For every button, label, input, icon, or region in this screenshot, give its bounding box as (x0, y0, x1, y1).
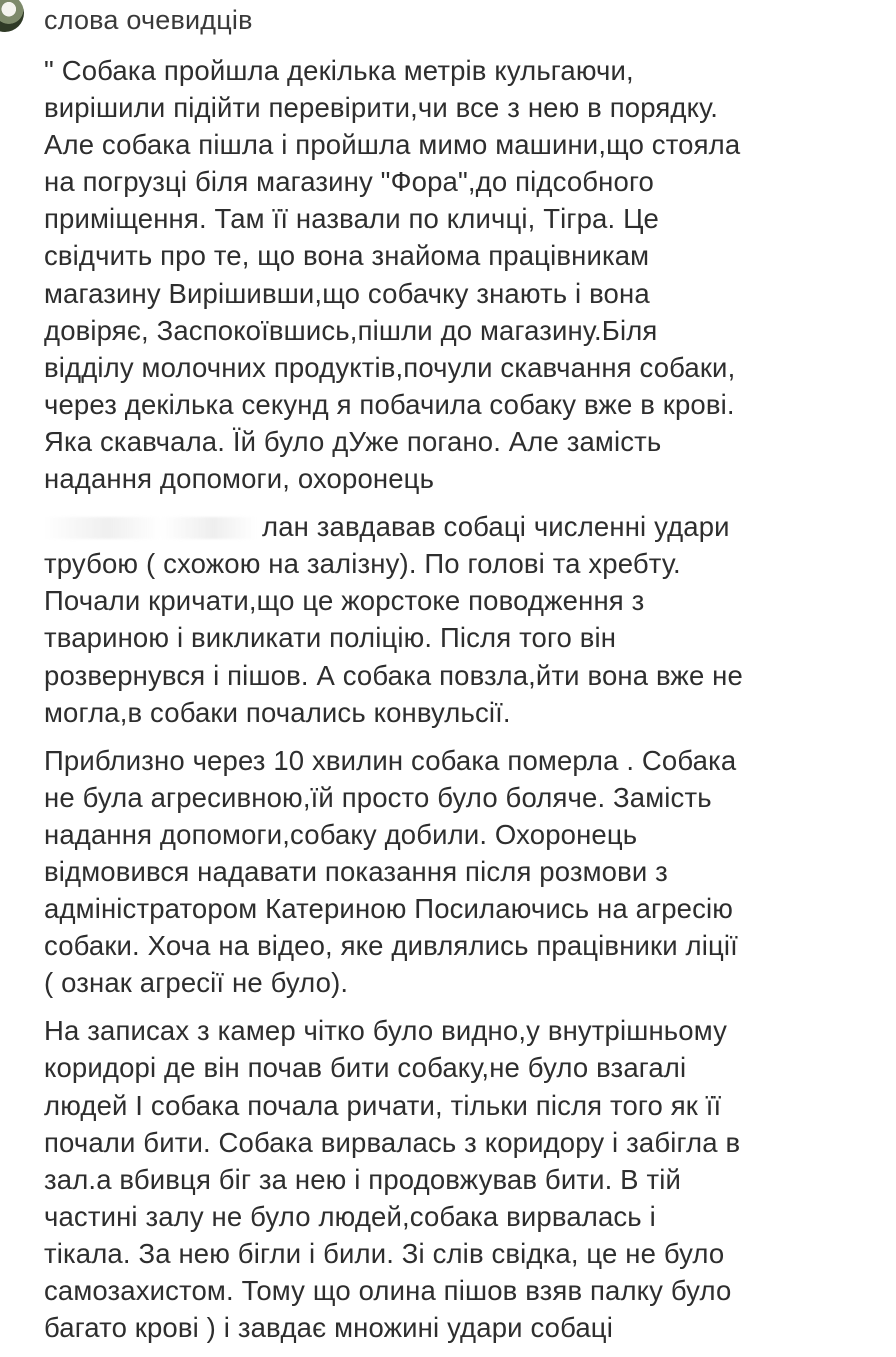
text-line: почали бити. Собака вирвалась з коридору і забігла в (44, 1126, 741, 1158)
redacted-name-blur (44, 517, 256, 539)
text-line: Яка скавчала. Їй було дУже погано. Але замість (44, 425, 662, 457)
text-line: трубою ( схожою на залізну). По голові та хребту. (44, 548, 681, 580)
text-line: могла,в собаки почались конвульсії. (44, 696, 511, 728)
text-line: свідчить про те, що вона знайома працівникам (44, 240, 650, 272)
text-line: довіряє, Заспокоївшись,пішли до магазину.Біля (44, 314, 658, 346)
paragraph-4 (44, 1012, 884, 1346)
paragraph-1 (44, 52, 884, 497)
text-line: Почали кричати,що це жорстоке поводження з (44, 585, 645, 617)
text-line: тікала. За нею бігли і били. Зі слів свідка, це не було (44, 1237, 725, 1269)
text-line: " Собака пройшла декілька метрів кульгаючи, (44, 55, 634, 86)
text-line: надання допомоги,собаку добили. Охоронець (44, 818, 638, 850)
text-line-redacted (44, 508, 884, 545)
text-line: зал.а вбивця біг за нею і продовжував бити. В тій (44, 1163, 681, 1195)
text-line: адміністратором Катериною Посилаючись на агресію (44, 893, 734, 925)
text-line: самозахистом. Тому що олина пішов взяв палку було (44, 1275, 732, 1306)
text-line: магазину Вирішивши,що собачку знають і вона (44, 277, 650, 309)
text-line: відділу молочних продуктів,почули скавчання собаки, (44, 351, 736, 383)
text-line: надання допомоги, охоронець (44, 463, 435, 495)
paragraph-2 (44, 508, 884, 731)
text-line: на погрузці біля магазину "Фора",до підсобного (44, 166, 654, 198)
text-line: приміщення. Там її назвали по кличці, Тігра. Це (44, 203, 660, 235)
post-header: слова очевидців (44, 5, 253, 35)
text-line: вирішили підійти перевірити,чи все з нею в порядку. (44, 92, 719, 124)
text-line: Приблизно через 10 хвилин собака померла . Собака (44, 744, 737, 776)
profile-avatar[interactable] (0, 0, 24, 32)
text-line: багато крові ) і завдає множині удари собаці (44, 1312, 613, 1344)
text-line: Але собака пішла і пройшла мимо машини,що стояла (44, 129, 741, 161)
text-line: розвернувся і пішов. А собака повзла,йти вона вже не (44, 659, 743, 691)
text-line: через декілька секунд я побачила собаку вже в крові. (44, 388, 735, 420)
text-line: не була агресивною,їй просто було боляче. Замість (44, 781, 712, 813)
text-line: частині залу не було людей,собака вирвалась і (44, 1200, 656, 1232)
paragraph-3 (44, 742, 884, 1002)
text-line: відмовився надавати показання після розмови з (44, 855, 668, 887)
text-line: На записах з камер чітко було видно,у внутрішньому (44, 1015, 727, 1047)
text-line: ( ознак агресії не було). (44, 967, 349, 999)
text-line: твариною і викликати поліцію. Після того він (44, 622, 617, 654)
text-line: коридорі де він почав бити собаку,не було взагалі (44, 1052, 687, 1084)
text-line: людей І собака почала ричати, тільки після того як її (44, 1089, 722, 1121)
text-line: собаки. Хоча на відео, яке дивлялись працівники ліції (44, 930, 738, 962)
post-body (44, 52, 884, 1357)
text-fragment: лан завдавав собаці численні удари (262, 511, 730, 543)
